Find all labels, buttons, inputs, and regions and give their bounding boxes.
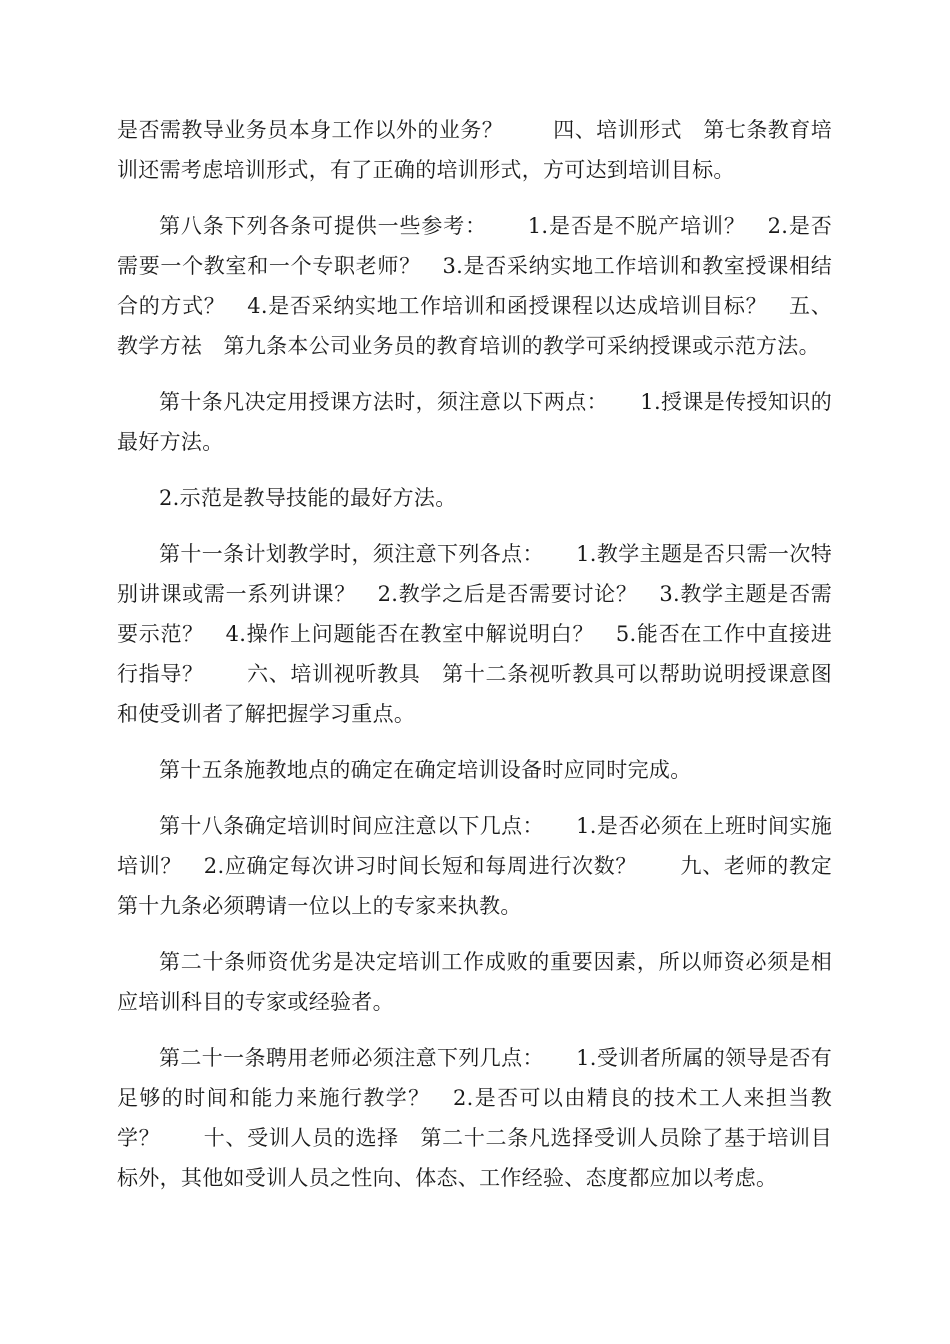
paragraph-8: 第二十条师资优劣是决定培训工作成败的重要因素，所以师资必须是相应培训科目的专家或经验者。: [117, 950, 832, 1014]
paragraph-9: 第二十一条聘用老师必须注意下列几点： 1.受训者所属的领导是否有足够的时间和能力来施行教学？ 2.是否可以由精良的技术工人来担当教学？ 十、受训人员的选择 第二十二条凡选择受训人员除了基于培训目标外，其他如受训人员之性向、体态、工作经验、态度都应加以考虑。: [117, 1046, 832, 1190]
document-page: [117, 110, 854, 1214]
paragraph-3: 第十条凡决定用授课方法时，须注意以下两点： 1.授课是传授知识的最好方法。: [117, 390, 832, 454]
paragraph-5: 第十一条计划教学时，须注意下列各点： 1.教学主题是否只需一次特别讲课或需一系列讲课？ 2.教学之后是否需要讨论？ 3.教学主题是否需要示范？ 4.操作上问题能否在教室中解说明白？ 5.能否在工作中直接进行指导？ 六、培训视听教具 第十二条视听教具可以帮助说明授课意图和使受训者了解把握学习重点。: [117, 542, 832, 726]
paragraph-1: 是否需教导业务员本身工作以外的业务？ 四、培训形式 第七条教育培训还需考虑培训形式，有了正确的培训形式，方可达到培训目标。: [117, 118, 832, 182]
paragraph-6: 第十五条施教地点的确定在确定培训设备时应同时完成。: [159, 758, 692, 782]
paragraph-2: 第八条下列各条可提供一些参考： 1.是否是不脱产培训？ 2.是否需要一个教室和一个专职老师？ 3.是否采纳实地工作培训和教室授课相结合的方式？ 4.是否采纳实地工作培训和函授课程以达成培训目标？ 五、教学方祛 第九条本公司业务员的教育培训的教学可采纳授课或示范方法。: [117, 214, 832, 358]
paragraph-4: 2.示范是教导技能的最好方法。: [159, 486, 457, 510]
paragraph-7: 第十八条确定培训时间应注意以下几点： 1.是否必须在上班时间实施培训？ 2.应确定每次讲习时间长短和每周进行次数？ 九、老师的教定 第十九条必须聘请一位以上的专家来执教。: [117, 814, 854, 918]
